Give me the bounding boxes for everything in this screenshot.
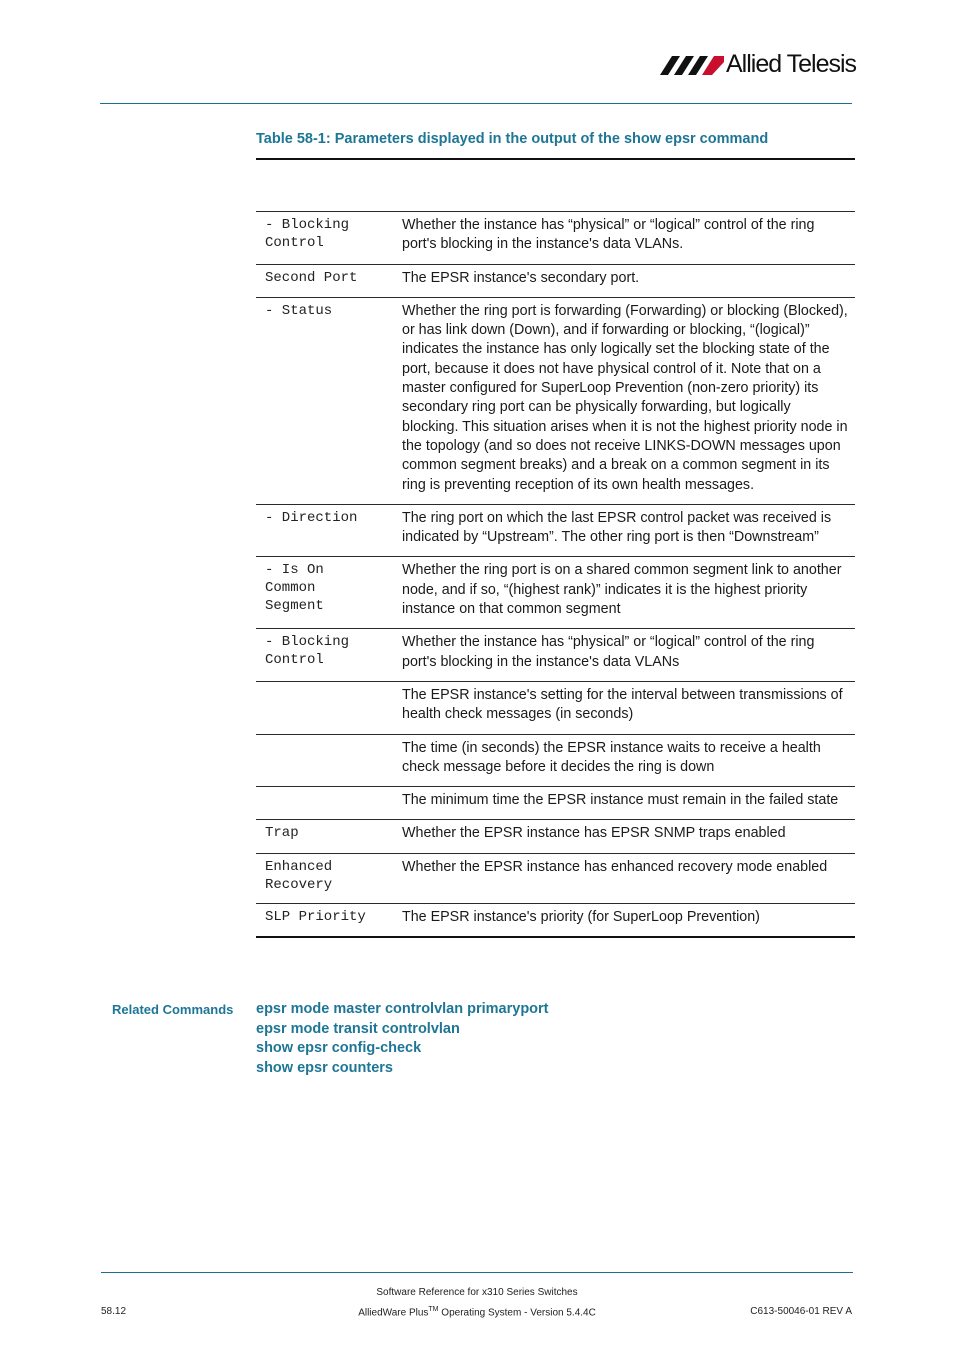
parameter-description: Whether the instance has “physical” or “logical” control of the ring port's blocking in the instance's data VLANs — [402, 629, 855, 682]
table-row — [256, 903, 855, 937]
related-command-link[interactable]: epsr mode transit controlvlan — [256, 1020, 460, 1037]
parameter-description: Whether the EPSR instance has enhanced recovery mode enabled — [402, 853, 855, 903]
table-title-rule — [256, 158, 855, 160]
table-row — [256, 264, 855, 297]
parameter-name: - Status — [256, 297, 402, 504]
parameters-table — [256, 211, 855, 938]
related-command-link[interactable]: show epsr counters — [256, 1059, 393, 1076]
footer-version: Operating System - Version 5.4.4C — [438, 1307, 596, 1319]
parameter-name: SLP Priority — [256, 903, 402, 937]
parameters-table-body — [256, 212, 855, 938]
footer-page-number: 58.12 — [101, 1306, 127, 1317]
table-row — [256, 787, 855, 820]
related-commands-list — [256, 1000, 549, 1078]
related-command-link[interactable]: epsr mode master controlvlan primaryport — [256, 1001, 549, 1017]
allied-telesis-logo-icon — [660, 54, 724, 76]
logo-text: Allied Telesis — [726, 50, 857, 78]
parameter-description: Whether the ring port is on a shared common segment link to another node, and if so, “(highest rank)” indicates it is the highest priority instance on that common segment — [402, 557, 855, 629]
table-row — [256, 820, 855, 853]
parameter-description: Whether the instance has “physical” or “logical” control of the ring port's blocking in the instance's data VLANs. — [402, 212, 855, 265]
parameter-description: The minimum time the EPSR instance must remain in the failed state — [402, 787, 855, 820]
table-title: Table 58-1: Parameters displayed in the output of the show epsr command — [256, 131, 769, 147]
parameter-name: - Blocking Control — [256, 629, 402, 682]
parameter-name — [256, 681, 402, 734]
footer-trademark: TM — [428, 1306, 439, 1313]
table-row — [256, 557, 855, 629]
parameter-name: Second Port — [256, 264, 402, 297]
parameter-name — [256, 734, 402, 787]
header-rule — [100, 103, 852, 104]
table-row — [256, 629, 855, 682]
table-row — [256, 734, 855, 787]
parameter-name — [256, 787, 402, 820]
parameter-name: - Is On Common Segment — [256, 557, 402, 629]
table-row — [256, 212, 855, 265]
parameter-description: Whether the EPSR instance has EPSR SNMP traps enabled — [402, 820, 855, 853]
parameter-description: The ring port on which the last EPSR control packet was received is indicated by “Upstream”. The other ring port is then “Downstream” — [402, 504, 855, 557]
allied-telesis-logo — [660, 50, 855, 82]
table-row — [256, 853, 855, 903]
parameter-name: Trap — [256, 820, 402, 853]
parameter-description: The EPSR instance's secondary port. — [402, 264, 855, 297]
parameter-name: Enhanced Recovery — [256, 853, 402, 903]
related-commands-label: Related Commands — [112, 1002, 234, 1017]
footer-os-name: AlliedWare Plus — [358, 1307, 429, 1319]
table-row — [256, 297, 855, 504]
parameter-description: Whether the ring port is forwarding (Forwarding) or blocking (Blocked), or has link down (Down), and if forwarding or blocking, “(logical)” indicates the instance has only logically set the blocking state of the port, because it does not have physical control of it. Note that on a master configured for SuperLoop Prevention (non-zero priority) its secondary ring port can be physically forwarding, but logically blocking. This situation arises when it is not the highest priority node in the topology (and so does not receive LINKS-DOWN messages upon common segment breaks) and a break on a common segment in its ring is preventing reception of its own health messages. — [402, 297, 855, 504]
table-row — [256, 681, 855, 734]
footer-rule — [101, 1272, 853, 1273]
footer-document-id: C613-50046-01 REV A — [750, 1306, 852, 1317]
parameter-name: - Direction — [256, 504, 402, 557]
parameter-description: The time (in seconds) the EPSR instance waits to receive a health check message before it decides the ring is down — [402, 734, 855, 787]
table-row — [256, 504, 855, 557]
parameter-name: - Blocking Control — [256, 212, 402, 265]
parameter-description: The EPSR instance's setting for the interval between transmissions of health check messages (in seconds) — [402, 681, 855, 734]
footer-book-title: Software Reference for x310 Series Switches — [376, 1287, 578, 1298]
parameter-description: The EPSR instance's priority (for SuperLoop Prevention) — [402, 903, 855, 937]
related-command-link[interactable]: show epsr config-check — [256, 1040, 422, 1056]
